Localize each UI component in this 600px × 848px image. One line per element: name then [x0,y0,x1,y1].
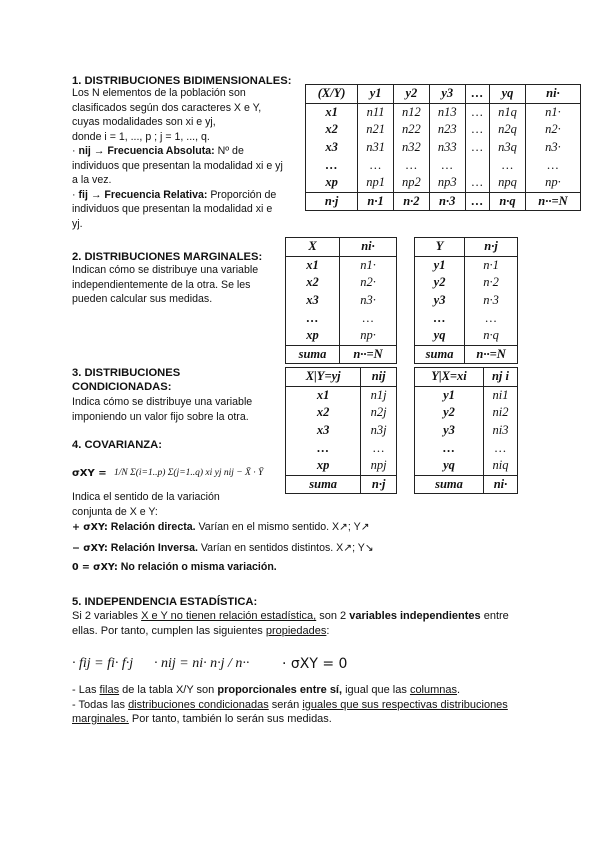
s4-line1: Indica el sentido de la variación [72,491,220,503]
table-cell: n2q [490,121,526,139]
table-cell: n1· [525,103,580,121]
zero-label: No relación o misma variación. [120,561,277,573]
table-cell: ni· [483,475,517,494]
table-row [415,368,518,387]
rel-freq-label: fij → Frecuencia Relativa: [78,188,208,201]
table-row [286,292,397,310]
s5-l1a: Si 2 variables [72,610,142,622]
table-row [415,292,518,310]
table-cell: n·q [490,192,526,211]
table-row [306,85,581,104]
section-1-text [72,86,290,231]
table-cell: n··=N [525,192,580,211]
table-cell: n23 [429,121,465,139]
section-5-heading: 5. INDEPENDENCIA ESTADÍSTICA: [72,596,258,608]
table-cell: np3 [429,174,465,192]
neg-text: Varían en sentidos distintos. X↗; Y↘ [197,542,374,554]
table-cell: y2 [415,274,465,292]
s4-line2: conjunta de X e Y: [72,505,158,518]
table-cell: x2 [286,274,340,292]
table-cell: n13 [429,103,465,121]
marginal-x-table [285,237,397,364]
table-cell: … [340,309,397,327]
s2-line1: Indican cómo se distribuye una variable [72,264,259,276]
table-cell: … [286,439,361,457]
table-cell: np2 [394,174,430,192]
s5-r2d: iguales que sus respectivas distribuciones [302,698,508,711]
s5-r3a: marginales. [72,713,129,725]
table-row [286,404,397,422]
table-cell: np1 [358,174,394,192]
table-row [415,327,518,345]
table-cell: n3· [340,292,397,310]
s5-l2c: : [326,624,330,637]
conditional-y-table [414,367,518,494]
table-cell: n12 [394,103,430,121]
formula-nij-text: nij = ni· n·j / n·· [161,656,250,671]
table-cell: n21 [358,121,394,139]
table-row [286,238,397,257]
table-cell: n1j [361,386,397,404]
independence-formulas [72,650,372,684]
s1-abs-line2: individuos que presentan la modalidad xi e yj [72,159,283,172]
formula-fij: · fij = fi· f·j [72,656,134,671]
s5-l1d: variables independientes [349,610,481,622]
formula-fij-text: fij = fi· f·j [79,656,134,671]
s5-r2b: distribuciones condicionadas [128,698,269,711]
table-cell: n3q [490,139,526,157]
s5-remark3 [72,712,542,727]
table-cell: n··=N [465,345,518,364]
table-cell: X [286,238,340,257]
table-cell: x1 [306,103,358,121]
table-cell: n·3 [465,292,518,310]
abs-freq-label: nij → Frecuencia Absoluta: [78,145,215,157]
section-2-heading: 2. DISTRIBUCIONES MARGINALES: [72,251,263,263]
table-cell: yq [415,327,465,345]
table-cell: y3 [415,422,484,440]
table-cell: … [525,156,580,174]
s1-rel-line2: individuos que presentan la modalidad xi e [72,203,273,215]
table-row [286,457,397,475]
abs-freq-text: Nº de [214,145,244,157]
table-cell: x3 [306,139,358,157]
pos-sign: + σXY: [72,522,108,533]
s5-l1e: entre [480,610,509,622]
s1-line3: cuyas modalidades son xi e yj, [72,116,216,128]
s5-line2 [72,624,532,639]
table-cell: yq [415,457,484,475]
table-cell: suma [415,475,484,494]
table-cell: np· [525,174,580,192]
table-cell: … [465,174,489,192]
table-row [286,327,397,345]
table-cell: ni1 [483,386,517,404]
table-cell: … [465,139,489,157]
table-cell: n·j [306,192,358,211]
table-cell: ni2 [483,404,517,422]
table-cell: x3 [286,422,361,440]
table-cell: xp [286,327,340,345]
section-4-text [72,490,282,519]
s5-r2c: serán [268,698,303,711]
table-cell: suma [415,345,465,364]
table-cell: Y [415,238,465,257]
s5-l1c: son 2 [316,610,350,622]
s5-l1b: X e Y no tienen relación estadística, [141,610,317,622]
s1-line1: Los N elementos de la población son [72,87,246,99]
table-cell: n·j [465,238,518,257]
s5-remark1 [72,683,542,698]
covariance-formula [72,454,272,490]
s1-line4: donde i = 1, ..., p ; j = 1, ..., q. [72,130,210,143]
table-cell: n1q [490,103,526,121]
table-cell: y2 [394,85,430,104]
table-cell: n22 [394,121,430,139]
rel-freq-text: Proporción de [207,188,277,201]
table-cell: X|Y=yj [286,368,361,387]
table-row [306,121,581,139]
table-cell: y3 [415,292,465,310]
table-cell: x1 [286,256,340,274]
conditional-x-table [285,367,397,494]
table-cell: … [394,156,430,174]
table-cell: … [465,103,489,121]
s5-r1c: de la tabla X/Y son [119,684,218,696]
s1-line2: clasificados según dos caracteres X e Y, [72,101,262,114]
section-4-heading: 4. COVARIANZA: [72,439,162,451]
s1-rel-line3: yj. [72,217,83,230]
s5-r1e: igual que las [342,684,410,696]
formula-lhs: σXY = [72,468,107,479]
formula-rhs: 1/N Σ(i=1..p) Σ(j=1..q) xi yj nij − X̄ · Ȳ [114,468,264,478]
table-row [286,274,397,292]
s1-rel-line: · fij → Frecuencia Relativa: Proporción de [72,188,277,201]
s5-r1g: . [457,684,461,696]
table-cell: n2· [340,274,397,292]
table-cell: nij [361,368,397,387]
table-row [286,439,397,457]
table-row [286,256,397,274]
table-cell: n·2 [465,274,518,292]
table-row [286,386,397,404]
cov-zero [72,560,277,576]
table-row [306,103,581,121]
formula-sigma-text: σXY = 0 [290,656,348,672]
table-cell: n·1 [358,192,394,211]
table-cell [465,156,489,174]
table-cell: n11 [358,103,394,121]
table-cell: … [465,309,518,327]
table-row [286,422,397,440]
table-cell: ni· [525,85,580,104]
s5-l2b: propiedades [265,624,327,637]
table-cell: xp [286,457,361,475]
cov-positive [72,520,370,536]
table-cell: x1 [286,386,361,404]
table-cell: npq [490,174,526,192]
section-3-heading [72,366,180,394]
table-cell: … [490,156,526,174]
table-row [286,345,397,364]
section-5-intro [72,609,532,638]
table-cell: … [465,121,489,139]
table-cell: x3 [286,292,340,310]
s5-r1f: columnas [409,684,458,696]
table-row [306,156,581,174]
table-row [286,475,397,494]
table-cell: y1 [415,256,465,274]
table-cell: n31 [358,139,394,157]
table-cell: yq [490,85,526,104]
s1-abs-line3: a la vez. [72,174,112,186]
pos-text: Varían en el mismo sentido. X↗; Y↗ [195,521,370,533]
table-cell: n·1 [465,256,518,274]
neg-label: Relación Inversa. [110,542,198,554]
section-5-remarks [72,683,542,727]
table-cell: … [358,156,394,174]
table-cell: niq [483,457,517,475]
cov-negative [72,541,374,557]
table-cell: suma [286,475,361,494]
table-row [415,238,518,257]
s2-line2: independientemente de la otra. Se les [72,278,251,291]
table-cell: … [306,156,358,174]
table-cell: … [361,439,397,457]
table-cell: n32 [394,139,430,157]
table-cell: n·3 [429,192,465,211]
s3-heading-line1: 3. DISTRIBUCIONES [72,367,181,379]
neg-sign: − σXY: [72,543,108,554]
s5-r1d: proporcionales entre sí, [217,684,343,696]
table-cell: ni· [340,238,397,257]
bivariate-frequency-table [305,84,581,211]
table-cell: ni3 [483,422,517,440]
table-row [415,422,518,440]
table-cell: … [465,192,489,211]
table-row [415,475,518,494]
table-row [415,274,518,292]
table-cell: y1 [358,85,394,104]
formula-sigma: · σXY = 0 [282,656,348,672]
table-row [286,309,397,327]
table-cell: y1 [415,386,484,404]
table-cell: n33 [429,139,465,157]
table-cell: y2 [415,404,484,422]
s5-r2a: - Todas las [72,698,129,711]
table-row [415,309,518,327]
table-cell: n·j [361,475,397,494]
s5-line1 [72,609,532,624]
s2-line3: pueden calcular sus medidas. [72,293,213,305]
marginal-y-table [414,237,518,364]
table-cell: n·2 [394,192,430,211]
section-1-heading: 1. DISTRIBUCIONES BIDIMENSIONALES: [72,75,292,87]
section-2-text [72,263,282,307]
table-row [415,404,518,422]
section-3-text [72,395,282,424]
table-cell: Y|X=xi [415,368,484,387]
s5-l2a: ellas. Por tanto, cumplen las siguientes [72,624,266,637]
table-cell: xp [306,174,358,192]
table-row [306,192,581,211]
s5-r1a: - Las [72,684,100,696]
s3-line2: imponiendo un valor fijo sobre la otra. [72,410,249,423]
table-cell: n3j [361,422,397,440]
table-row [415,345,518,364]
table-cell: nj i [483,368,517,387]
table-cell: suma [286,345,340,364]
table-cell: … [429,156,465,174]
table-cell: … [286,309,340,327]
s5-r3b: Por tanto, también lo serán sus medidas. [128,713,332,725]
s1-abs-line: · nij → Frecuencia Absoluta: Nº de [72,145,244,157]
table-cell: y3 [429,85,465,104]
s3-line1: Indica cómo se distribuye una variable [72,396,253,408]
table-cell: n1· [340,256,397,274]
table-row [415,439,518,457]
table-cell: … [415,439,484,457]
table-row [415,256,518,274]
zero-sign: 0 = σXY: [72,562,118,573]
table-cell: n·q [465,327,518,345]
s3-heading-line2: CONDICIONADAS: [72,381,172,393]
table-row [306,174,581,192]
table-cell: n2· [525,121,580,139]
table-cell: n3· [525,139,580,157]
s5-r1b: filas [99,684,120,696]
table-cell: n2j [361,404,397,422]
table-cell: np· [340,327,397,345]
formula-nij: · nij = ni· n·j / n·· [154,656,250,671]
table-cell: … [415,309,465,327]
pos-label: Relación directa. [110,521,196,533]
table-row [415,386,518,404]
table-cell: x2 [306,121,358,139]
table-cell: n··=N [340,345,397,364]
table-row [415,457,518,475]
table-row [306,139,581,157]
table-cell: (X/Y) [306,85,358,104]
table-row [286,368,397,387]
table-cell: x2 [286,404,361,422]
table-cell: … [483,439,517,457]
table-cell: … [465,85,489,104]
s5-remark2 [72,698,542,713]
table-cell: npj [361,457,397,475]
